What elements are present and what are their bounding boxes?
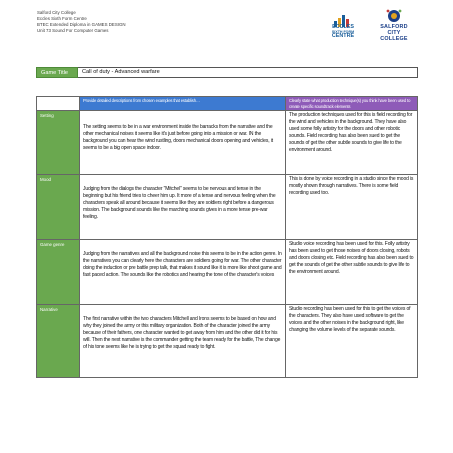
eccles-logo	[328, 7, 358, 45]
technique-cell: Studio recording has been used for this to get the voices of the characters. They also have used software to get the voices and the other noises in the background right, like changing the volume levels of the separate sounds.	[286, 305, 418, 377]
description-cell: Judging from the narratives and all the background noise this seems to be in the action genre. In the narratives you can clearly here the characters are soldiers going for war. The other character doing the induction or pre battle prep talk, that makes it sound like it is more like shoot game and fast paced action. The sounds like the robotics and hearing the tone of the character's voices	[79, 240, 286, 304]
header-line: Unit 73 Sound For Computer Games	[37, 28, 109, 34]
table-row	[36, 304, 418, 377]
table-bottom-border	[36, 377, 418, 378]
column-header-descriptions: Provide detailed descriptions from chosen examples that establish…	[79, 96, 286, 110]
salford-logo-text: SALFORD CITY COLLEGE	[380, 24, 408, 43]
description-cell: The first narrative within the two characters Mitchell and Irons seems to be based on how and why they joined the army or this military organization. Both of the character joined the army because of their fathers, one character wanted to get away from him and the other did it for his will. Then the next narrative is the commander getting the team ready for the battle, The change of his tone seems like he is trying to get the squad ready to fight.	[79, 305, 286, 377]
description-cell: The setting seems to be in a war environment inside the barracks from the narrative and the other mechanical noises it seems like it's just before going into a mission or war. IN the background you can hear the wind rustling, doors mechanical doors opening and vehicles, it seems to be a big open space indoor.	[79, 111, 286, 174]
college-crest-icon	[385, 8, 403, 24]
salford-city-college-logo	[372, 8, 416, 48]
technique-cell: The production techniques used for this is field recording for the wind and vehicles in the background. They have also used some folly artistry for the doors and other robotic sounds. Field recording has also been sued to get the sounds of get the other subtle sounds to give life to the environment around.	[286, 111, 418, 174]
header-line: BTEC Extended Diploma in GAMES DESIGN	[37, 22, 126, 28]
row-label: Mood	[37, 175, 79, 239]
table-header-row	[36, 96, 418, 110]
table-row	[36, 174, 418, 239]
game-title-label: Game Title	[36, 67, 78, 78]
header-line: Eccles Sixth Form Centre	[37, 16, 87, 22]
eccles-logo-mark	[334, 9, 352, 21]
row-label: Narrative	[37, 305, 79, 377]
header-line: Salford City College	[37, 10, 76, 15]
college-header	[37, 10, 126, 34]
eccles-logo-text: ECCLES SIXTH FORM CENTRE	[331, 23, 355, 40]
game-title-row	[36, 67, 418, 78]
analysis-table	[36, 96, 418, 378]
header-empty-cell	[37, 96, 79, 110]
table-row	[36, 239, 418, 304]
game-title-value: Call of duty - Advanced warfare	[78, 67, 418, 78]
technique-cell: This is done by voice recording in a studio since the mood is mostly shown through narratives. There is some field recording used too.	[286, 175, 418, 239]
row-label: Setting	[37, 111, 79, 174]
description-cell: Judging from the dialogs the character "Mitchel" seems to be nervous and tense in the beginning but his friend tries to cheer him up. It more of a tense and nervous feeling when the characters speak all around because it seems like they are soldiers right before a dangerous mission. The background sounds like the marching sounds gives in a more tense pre-war feeling.	[79, 175, 286, 239]
column-header-techniques: Clearly state what production technique(s) you think have been used to create specific soundtrack elements	[286, 96, 418, 110]
table-row	[36, 110, 418, 174]
technique-cell: Studio voice recording has been used for this. Folly artistry has been used to get those noises of doors closing, robots and doors closing etc. Field recording has also been sued to get the sounds of get the other subtle sounds to give life to the environment around.	[286, 240, 418, 304]
row-label: Game genre	[37, 240, 79, 304]
